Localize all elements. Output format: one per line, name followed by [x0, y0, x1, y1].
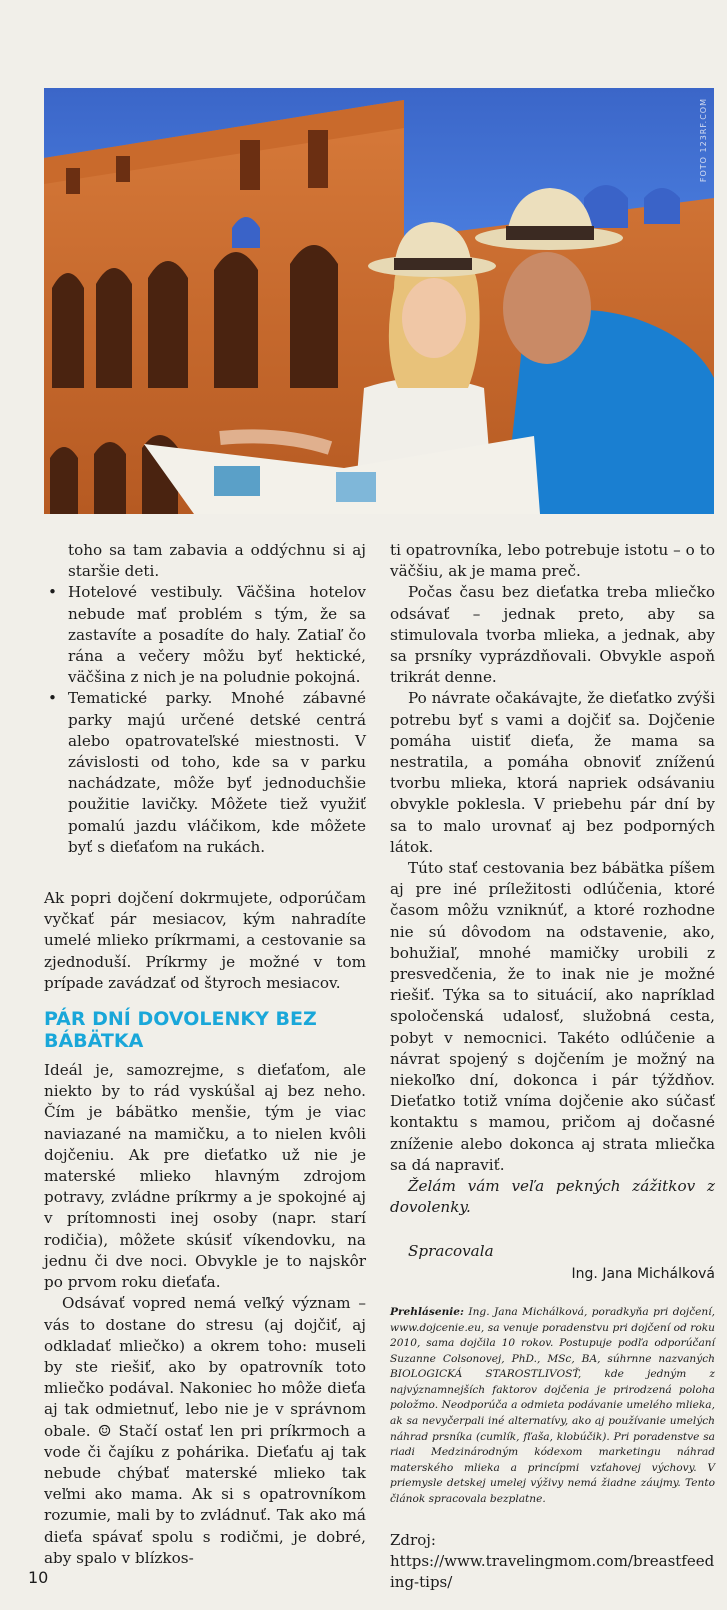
paragraph: Ideál je, samozrejme, s dieťaťom, ale niekto by to rád vyskúšal aj bez neho. Čím je bábätko menšie, tým je viac naviazané na mamičku, a to nielen kvôli dojčeniu. Ak pre dieťatko už nie je materské mlieko hlavným zdrojom potravy, zvládne príkrmy a je spokojné aj v prítomnosti inej osoby (napr. starí rodičia), môžete skúsiť víkendovku, na jednu či dve noci. Obvykle je to najskôr po prvom roku dieťaťa.	[44, 1061, 366, 1292]
signed-label: Spracovala	[408, 1241, 494, 1260]
list-item: • Tematické parky. Mnohé zábavné parky majú určené detské centrá alebo opatrovateľské miestnosti. V závislosti od toho, kde sa v parku nachádzate, môže byť jednoduchšie použitie lavičky. Môžete tiež využiť pomalú jazdu vláčikom, kde môžete byť s dieťaťom na rukách.	[44, 688, 366, 858]
paragraph: Túto stať cestovania bez bábätka píšem aj pre iné príležitosti odlúčenia, ktoré časom môžu vzniknúť, a ktoré rozhodne nie sú dôvodom na odstavenie, ako, bohužiaľ, mnohé mamičky urobili z presvedčenia, že to inak nie je možné riešiť. Týka sa to situácií, ako napríklad spoločenská udalosť, služobná cesta, pobyt v nemocnici. Takéto odlúčenie a návrat spojený s dojčením je možný na niekoľko dní, dokonca i pár týždňov. Dieťatko totiž vníma dojčenie ako súčasť kontaktu s mamou, pričom aj dočasné zníženie alebo dokonca aj strata mliečka sa dá napraviť.	[390, 859, 715, 1174]
author-name: Ing. Jana Michálková	[571, 1265, 715, 1282]
paragraph: Ak popri dojčení dokrmujete, odporúčam vyčkať pár mesiacov, kým nahradíte umelé mlieko príkrmami, a cestovanie sa zjednoduší. Príkrmy je možné v tom prípade zavádzať od štyroch mesiacov.	[44, 889, 366, 992]
page-number: 10	[28, 1568, 49, 1587]
paragraph: Odsávať vopred nemá veľký význam – vás to dostane do stresu (aj dojčiť, aj odkladať mliečko) a okrem toho: museli by ste riešiť, ako by opatrovník toto mliečko podával. Nakoniec ho môže dieťa aj tak odmietnuť, lebo nie je v správnom obale. ☺ Stačí ostať len pri príkrmoch a vode či čajíku z pohárika. Dieťaťu aj tak nebude chýbať materské mlieko tak veľmi ako mama. Ak si s opatrovníkom rozumie, mali by to zvládnuť. Tak ako má dieťa spávať spolu s rodičmi, je dobré, aby spalo v blízkos-	[44, 1294, 366, 1567]
paragraph: Počas času bez dieťatka treba mliečko odsávať – jednak preto, aby sa stimulovala tvorba mlieka, a jednak, aby sa prsníky vyprázdňovali. Obvykle aspoň trikrát denne.	[390, 583, 715, 687]
continuation-text: toho sa tam zabavia a oddýchnu si aj staršie deti.	[68, 541, 366, 581]
source	[390, 1530, 715, 1593]
source-link[interactable]: https://www.travelingmom.com/breastfeeding-tips/	[390, 1551, 715, 1591]
section-heading: PÁR DNÍ DOVOLENKY BEZ BÁBÄTKA	[44, 1008, 317, 1053]
disclaimer	[390, 1305, 715, 1508]
left-column	[44, 540, 366, 1569]
article-photo	[44, 88, 714, 514]
continuation-text: ti opatrovníka, lebo potrebuje istotu – o to väčšiu, ak je mama preč.	[390, 541, 715, 581]
bullet-list	[44, 582, 366, 858]
photo-credit: FOTO 123RF.COM	[699, 98, 708, 183]
list-item: • Hotelové vestibuly. Väčšina hotelov nebude mať problém s tým, že sa zastavíte a posadíte do haly. Zatiaľ čo rána a večery môžu byť hektické, väčšina z nich je na poludnie pokojná.	[44, 582, 366, 688]
colosseum-couple-photo	[44, 88, 714, 514]
paragraph: Po návrate očakávajte, že dieťatko zvýši potrebu byť s vami a dojčiť sa. Dojčenie pomáha uistiť dieťa, že mama sa nestratila, a pomáha obnoviť zníženú tvorbu mlieka, ktorá napriek odsávaniu obvykle poklesla. V priebehu pár dní by sa to malo urovnať aj bez podporných látok.	[390, 689, 715, 856]
disclaimer-label: Prehlásenie:	[390, 1305, 464, 1318]
disclaimer-text: Ing. Jana Michálková, poradkyňa pri dojčení, www.dojcenie.eu, sa venuje poradenstvu pri dojčení od roku 2010, sama dojčila 10 rokov. Postupuje podľa odporúčaní Suzanne Colsonovej, PhD., MSc, BA, súhrnne nazvaných BIOLOGICKÁ STAROSTLIVOSŤ, kde jedným z najvýznamnejších faktorov dojčenia je prirodzená poloha položmo. Neodporúča a odmieta podávanie umelého mlieka, ak sa nevyčerpali iné alternatívy, ako aj používanie umelých náhrad prsníka (cumlík, fľaša, klobúčik). Pri poradenstve sa riadi Medzinárodným kódexom marketingu náhrad materského mlieka a princípmi vzťahovej výchovy. V priemysle detskej umelej výživy nemá žiadne záujmy. Tento článok spracovala bezplatne.	[390, 1305, 715, 1506]
right-column	[390, 540, 715, 1593]
source-label: Zdroj:	[390, 1530, 436, 1549]
closing-text: Želám vám veľa pekných zážitkov z dovolenky.	[390, 1177, 715, 1217]
